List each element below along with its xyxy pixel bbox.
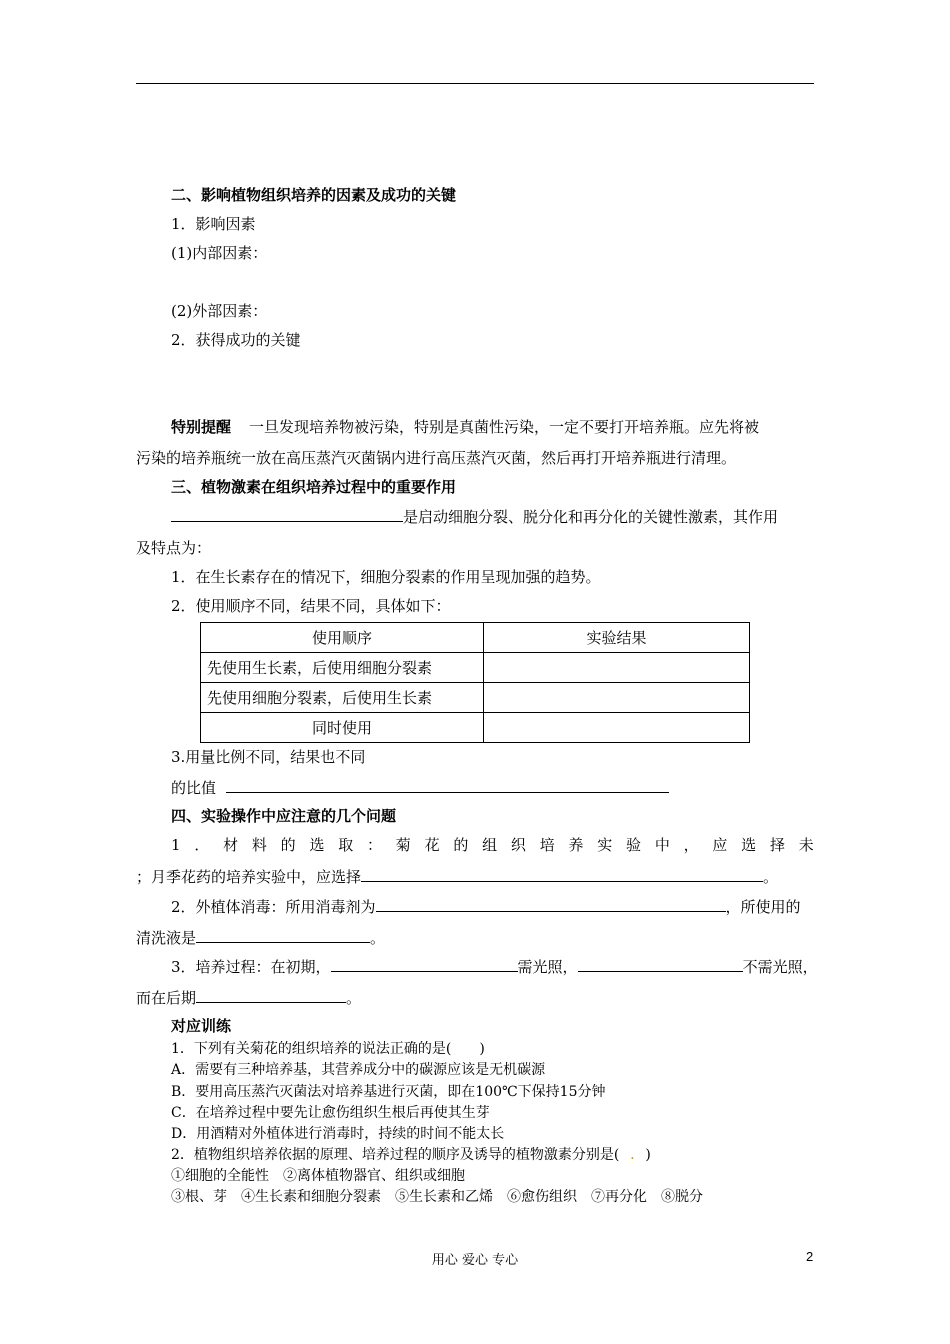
material-char: ．: [194, 836, 210, 854]
culture-text-c: 不需光照，: [742, 958, 818, 976]
disinfect-line: [171, 896, 801, 917]
culture-period: 。: [346, 989, 362, 1007]
material-char: ：: [367, 836, 383, 854]
disinfect-text-a: 2．外植体消毒：所用消毒剂为: [171, 898, 376, 916]
table-cell-order: 先使用生长素，后使用细胞分裂素: [201, 653, 484, 683]
section4-heading: 四、实验操作中应注意的几个问题: [171, 807, 397, 825]
table-row: [201, 713, 750, 743]
culture-line: [171, 956, 818, 977]
material-char: 的: [453, 836, 469, 854]
material-char: 培: [539, 836, 555, 854]
disinfect-text-c: 清洗液是: [136, 929, 197, 947]
material-line-2-text: ；月季花药的培养实验中，应选择: [136, 868, 362, 886]
material-period: 。: [763, 868, 779, 886]
anther-blank[interactable]: [361, 866, 763, 882]
table-cell-order: 先使用细胞分裂素，后使用生长素: [201, 683, 484, 713]
tip-label: 特别提醒: [171, 418, 232, 436]
internal-factors: (1)内部因素：: [171, 244, 268, 262]
material-char: 组: [482, 836, 498, 854]
material-selection-line: [171, 835, 814, 855]
table-cell-result[interactable]: [484, 683, 750, 713]
external-factors: (2)外部因素：: [171, 302, 268, 320]
ratio-label: 的比值: [171, 779, 217, 797]
table-cell-order: 同时使用: [201, 713, 484, 743]
header-rule: [136, 83, 814, 84]
tip-line-1: [171, 417, 759, 437]
table-header-row: [201, 623, 750, 653]
answer-mark-icon: .: [630, 1147, 635, 1163]
material-char: 料: [251, 836, 267, 854]
no-light-blank[interactable]: [578, 956, 743, 972]
question-1: 1．下列有关菊花的组织培养的说法正确的是( ): [171, 1041, 485, 1057]
question-1-option-b[interactable]: B．要用高压蒸汽灭菌法对培养基进行灭菌，即在100℃下保持15分钟: [171, 1084, 606, 1100]
culture-text-d: 而在后期: [136, 989, 197, 1007]
table-row: [201, 683, 750, 713]
page-number: 2: [806, 1249, 814, 1264]
question-1-option-c[interactable]: C．在培养过程中要先让愈伤组织生根后再使其生芽: [171, 1105, 490, 1121]
material-char: 中: [654, 836, 670, 854]
point-1: 1．在生长素存在的情况下，细胞分裂素的作用呈现加强的趋势。: [171, 568, 601, 586]
ratio-blank[interactable]: [226, 777, 669, 793]
hormone-intro-line-2: 及特点为：: [136, 539, 212, 557]
material-char: 应: [712, 836, 728, 854]
material-line-2: [136, 866, 778, 887]
question-2: [171, 1145, 651, 1165]
tip-text-1: 一旦发现培养物被污染，特别是真菌性污染，一定不要打开培养瓶。应先将被: [249, 418, 760, 436]
question-1-option-a[interactable]: A．需要有三种培养基，其营养成分中的碳源应该是无机碳源: [171, 1062, 546, 1078]
material-char: 选: [741, 836, 757, 854]
material-char: ，: [683, 836, 699, 854]
question-1-option-d[interactable]: D．用酒精对外植体进行消毒时，持续的时间不能太长: [171, 1126, 505, 1142]
section2-heading: 二、影响植物组织培养的因素及成功的关键: [171, 186, 457, 204]
table-row: [201, 653, 750, 683]
later-stage-blank[interactable]: [196, 987, 346, 1003]
hormone-blank[interactable]: [171, 506, 403, 522]
table-header-order: 使用顺序: [201, 623, 484, 653]
question-2-options-2: ③根、芽 ④生长素和细胞分裂素 ⑤生长素和乙烯 ⑥愈伤组织 ⑦再分化 ⑧脱分: [171, 1189, 703, 1205]
hormone-intro-text: 是启动细胞分裂、脱分化和再分化的关键性激素，其作用: [403, 508, 779, 526]
table-cell-result[interactable]: [484, 653, 750, 683]
question-2-options-1: ①细胞的全能性 ②离体植物器官、组织或细胞: [171, 1168, 465, 1184]
material-char: 养: [568, 836, 584, 854]
ratio-line: [171, 777, 669, 798]
usage-order-table: [200, 622, 750, 743]
disinfect-period: 。: [370, 929, 386, 947]
culture-text-a: 3．培养过程：在初期，: [171, 958, 331, 976]
material-char: 1: [171, 836, 181, 854]
culture-line-2: [136, 987, 361, 1008]
culture-text-b: 需光照，: [517, 958, 578, 976]
material-char: 选: [309, 836, 325, 854]
question-2-text: 2．植物组织培养依据的原理、培养过程的顺序及诱导的植物激素分别是(: [171, 1147, 620, 1163]
disinfect-line-2: [136, 927, 385, 948]
point-2: 2．使用顺序不同，结果不同，具体如下：: [171, 597, 451, 615]
hormone-intro-line: [171, 506, 778, 527]
practice-heading: 对应训练: [171, 1017, 232, 1035]
disinfect-text-b: ，所使用的: [725, 898, 801, 916]
success-key: 2．获得成功的关键: [171, 331, 301, 349]
disinfectant-blank[interactable]: [376, 896, 726, 912]
point-3: 3.用量比例不同，结果也不同: [171, 748, 366, 766]
tip-line-2: 污染的培养瓶统一放在高压蒸汽灭菌锅内进行高压蒸汽灭菌，然后再打开培养瓶进行清理。: [136, 449, 737, 467]
question-2-end: ): [645, 1147, 651, 1163]
wash-liquid-blank[interactable]: [196, 927, 370, 943]
material-char: 花: [424, 836, 440, 854]
table-cell-result[interactable]: [484, 713, 750, 743]
footer-text: 用心 爱心 专心: [431, 1253, 519, 1268]
material-char: 材: [223, 836, 239, 854]
influence-factors: 1．影响因素: [171, 215, 256, 233]
material-char: 验: [626, 836, 642, 854]
section3-heading: 三、植物激素在组织培养过程中的重要作用: [171, 478, 457, 496]
material-char: 菊: [395, 836, 411, 854]
table-header-result: 实验结果: [484, 623, 750, 653]
material-char: 织: [510, 836, 526, 854]
material-char: 未: [798, 836, 814, 854]
early-stage-blank[interactable]: [331, 956, 518, 972]
material-char: 的: [280, 836, 296, 854]
material-char: 实: [597, 836, 613, 854]
material-char: 取: [338, 836, 354, 854]
material-char: 择: [769, 836, 785, 854]
